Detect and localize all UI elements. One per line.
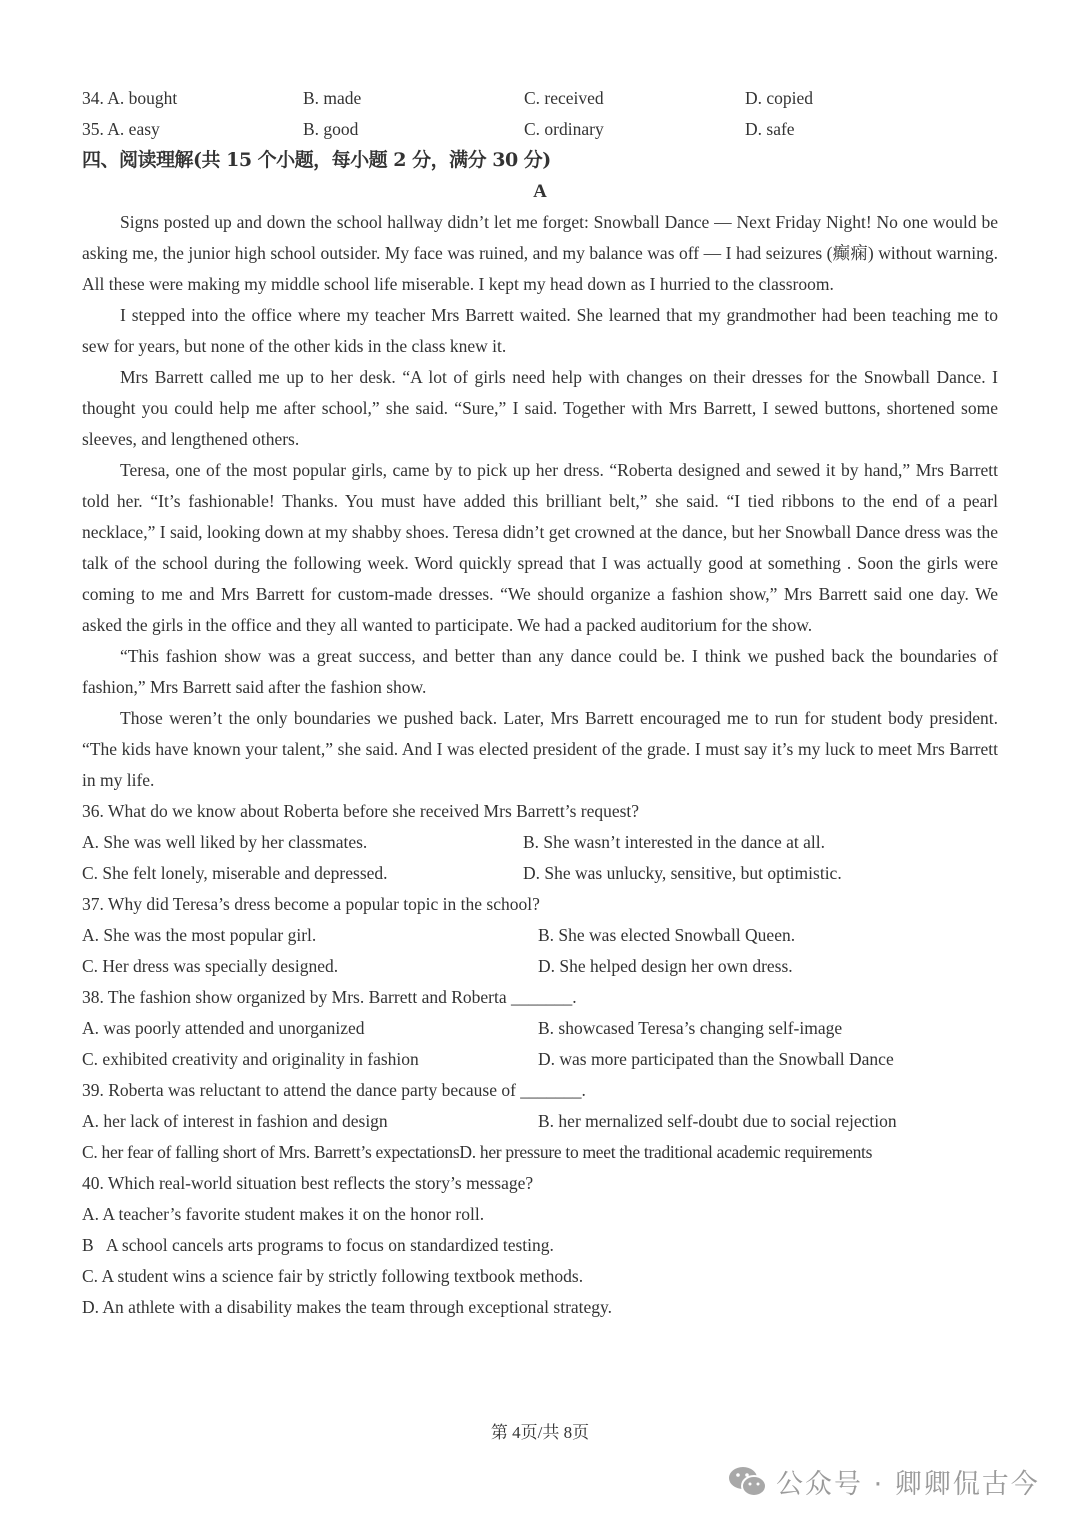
option-c: C. her fear of falling short of Mrs. Barrett’s expectations <box>82 1142 460 1162</box>
paragraph: Signs posted up and down the school hallway didn’t let me forget: Snowball Dance — Next Friday Night! No one would be asking me, the junior high school outsider. My face was ruined, and my balance was off — I had seizures (癫痫) without warning. All these were making my middle school life miserable. I kept my head down as I hurried to the classroom. <box>82 212 998 294</box>
option-a: 34. A. bought <box>82 88 178 108</box>
option-c: C. Her dress was specially designed. <box>82 956 339 976</box>
paragraph: Mrs Barrett called me up to her desk. “A lot of girls need help with changes on their dresses for the Snowball Dance. I thought you could help me after school,” she said. “Sure,” I said. Together with Mrs Barrett, I sewed buttons, shortened some sleeves, and lengthened others. <box>82 367 998 449</box>
option-c: C. A student wins a science fair by strictly following textbook methods. <box>82 1266 584 1286</box>
paragraph: “This fashion show was a great success, and better than any dance could be. I think we pushed back the boundaries of fashion,” Mrs Barrett said after the fashion show. <box>82 646 998 697</box>
option-d: D. She helped design her own dress. <box>538 956 793 976</box>
option-b: B A school cancels arts programs to focus on standardized testing. <box>82 1235 554 1255</box>
paragraph: I stepped into the office where my teacher Mrs Barrett waited. She learned that my grandmother had been teaching me to sew for years, but none of the other kids in the class knew it. <box>82 305 998 356</box>
option-d: D. copied <box>745 88 814 108</box>
option-b: B. her mernalized self-doubt due to social rejection <box>538 1111 897 1131</box>
option-b: B. She wasn’t interested in the dance at all. <box>523 832 825 852</box>
option-c: C. She felt lonely, miserable and depressed. <box>82 863 388 883</box>
option-a: A. She was well liked by her classmates. <box>82 832 368 852</box>
option-row-34 <box>82 83 998 114</box>
option-d: D. safe <box>745 119 795 139</box>
option-d: D. her pressure to meet the traditional academic requirements <box>459 1142 873 1162</box>
option-c: C. ordinary <box>524 119 604 139</box>
question-stem: 36. What do we know about Roberta before she received Mrs Barrett’s request? <box>82 801 640 821</box>
watermark <box>728 1462 1040 1501</box>
option-c: C. received <box>524 88 604 108</box>
question-stem: 37. Why did Teresa’s dress become a popular topic in the school? <box>82 894 540 914</box>
option-a: A. her lack of interest in fashion and design <box>82 1111 388 1131</box>
watermark-text: 公众号 · 卿卿侃古今 <box>776 1469 1040 1500</box>
section-heading: 四、阅读理解(共 15 个小题，每小题 2 分，满分 30 分) <box>82 149 551 171</box>
question-stem: 40. Which real-world situation best reflects the story’s message? <box>82 1173 534 1193</box>
option-d: D. was more participated than the Snowball Dance <box>538 1049 894 1069</box>
option-b: B. good <box>303 119 359 139</box>
option-b: B. She was elected Snowball Queen. <box>538 925 796 945</box>
paragraph: Teresa, one of the most popular girls, came by to pick up her dress. “Roberta designed and sewed it by hand,” Mrs Barrett told her. “It’s fashionable! Thanks. You must have added this brilliant belt,” she said. “I tied ribbons to the end of a pearl necklace,” I said, looking down at my shabby shoes. Teresa didn’t get crowned at the dance, but her Snowball Dance dress was the talk of the school during the following week. Word quickly spread that I was actually good at something . Soon the girls were coming to me and Mrs Barrett for custom-made dresses. “We should organize a fashion show,” Mrs Barrett said one day. We asked the girls in the office and they all wanted to participate. We had a packed auditorium for the show. <box>82 460 998 635</box>
option-row-35 <box>82 114 998 145</box>
option-b: B. showcased Teresa’s changing self-image <box>538 1018 843 1038</box>
option-a: A. was poorly attended and unorganized <box>82 1018 365 1038</box>
wechat-icon <box>728 1465 768 1499</box>
option-b: B. made <box>303 88 362 108</box>
option-c: C. exhibited creativity and originality in fashion <box>82 1049 419 1069</box>
option-d: D. An athlete with a disability makes the team through exceptional strategy. <box>82 1297 613 1317</box>
question-stem: 39. Roberta was reluctant to attend the dance party because of _______. <box>82 1080 586 1100</box>
option-d: D. She was unlucky, sensitive, but optimistic. <box>523 863 842 883</box>
question-stem: 38. The fashion show organized by Mrs. Barrett and Roberta _______. <box>82 987 577 1007</box>
option-a: A. She was the most popular girl. <box>82 925 317 945</box>
option-a: A. A teacher’s favorite student makes it on the honor roll. <box>82 1204 485 1224</box>
option-a: 35. A. easy <box>82 119 160 139</box>
page-number: 第 4页/共 8页 <box>490 1423 590 1442</box>
exam-page <box>82 83 998 1323</box>
passage-label: A <box>533 181 547 202</box>
paragraph: Those weren’t the only boundaries we pushed back. Later, Mrs Barrett encouraged me to run for student body president. “The kids have known your talent,” she said. And I was elected president of the grade. I must say it’s my luck to meet Mrs Barrett in my life. <box>82 708 998 790</box>
